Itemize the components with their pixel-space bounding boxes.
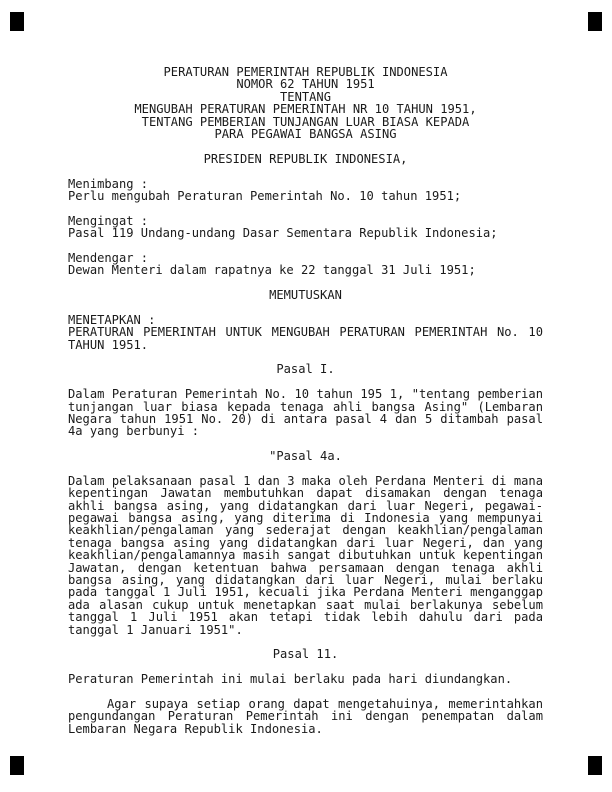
document-line: Perlu mengubah Peraturan Pemerintah No. 10 tahun 1951; bbox=[68, 188, 462, 203]
corner-mark-bottom-right bbox=[588, 756, 602, 775]
document-line: PERATURAN PEMERINTAH UNTUK MENGUBAH PERATURAN PEMERINTAH No. 10 bbox=[68, 325, 543, 340]
document-line: PARA PEGAWAI BANGSA ASING bbox=[214, 126, 397, 141]
document-line: Mengingat : bbox=[68, 213, 149, 228]
document-line: MEMUTUSKAN bbox=[269, 288, 342, 303]
document-line: Dalam Peraturan Pemerintah No. 10 tahun 195 1, "tentang pemberian bbox=[68, 387, 543, 402]
document-line: bangsa asing, yang didatangkan dari luar Negeri, mulai berlaku bbox=[68, 573, 543, 588]
document-line: Pasal I. bbox=[276, 362, 335, 377]
document-line: keakhlian/pengalamannya masih sangat dibutuhkan untuk kepentingan bbox=[68, 548, 543, 563]
document-line: PRESIDEN REPUBLIK INDONESIA, bbox=[203, 151, 408, 166]
document-line: pegawai bangsa asing, yang diterima di Indonesia yang mempunyai bbox=[68, 511, 543, 526]
blank-line bbox=[68, 239, 543, 251]
corner-mark-bottom-left bbox=[10, 756, 24, 775]
document-line: TAHUN 1951. bbox=[68, 337, 149, 352]
document-line: TENTANG PEMBERIAN TUNJANGAN LUAR BIASA KEPADA bbox=[141, 114, 470, 129]
document-line: 4a yang berbunyi : bbox=[68, 424, 200, 439]
document-content bbox=[68, 66, 543, 735]
document-line: Negara tahun 1951 No. 20) di antara pasal 4 dan 5 ditambah pasal bbox=[68, 411, 543, 426]
document-line: keakhlian/pengalaman yang sederajat dengan keakhlian/pengalaman bbox=[68, 523, 543, 538]
document-line: Jawatan, dengan ketentuan bahwa persamaan dengan tenaga akhli bbox=[68, 560, 543, 575]
blank-line bbox=[68, 202, 543, 214]
document-line: PERATURAN PEMERINTAH REPUBLIK INDONESIA bbox=[163, 65, 448, 79]
document-line: tunjangan luar biasa kepada tenaga ahli bangsa Asing" (Lembaran bbox=[68, 399, 543, 414]
document-line: pada tanggal 1 Juli 1951, kecuali jika Perdana Menteri menganggap bbox=[68, 585, 543, 600]
document-line: Dalam pelaksanaan pasal 1 dan 3 maka oleh Perdana Menteri di mana bbox=[68, 473, 543, 488]
document-line: TENTANG bbox=[280, 89, 331, 104]
document-line: Peraturan Pemerintah ini mulai berlaku pada hari diundangkan. bbox=[68, 672, 513, 687]
document-line: akhli bangsa asing, yang didatangkan dari luar Negeri, pegawai- bbox=[68, 498, 543, 513]
document-line: ada alasan cukup untuk menetapkan saat mulai berlakunya sebelum bbox=[68, 597, 543, 612]
document-line: MENETAPKAN : bbox=[68, 312, 156, 327]
document-line: tanggal 1 Januari 1951". bbox=[68, 622, 243, 637]
document-line: Pasal 11. bbox=[272, 647, 339, 662]
document-line: Lembaran Negara Republik Indonesia. bbox=[68, 721, 323, 736]
document-line: Pasal 119 Undang-undang Dasar Sementara Republik Indonesia; bbox=[68, 226, 498, 241]
document-line: Agar supaya setiap orang dapat mengetahuinya, memerintahkan bbox=[107, 696, 543, 711]
document-line: Mendengar : bbox=[68, 250, 149, 265]
document-line: pengundangan Peraturan Pemerintah ini dengan penempatan dalam bbox=[68, 709, 543, 724]
document-line: tenaga bangsa asing yang didatangkan dari luar Negeri, dan yang bbox=[68, 535, 543, 550]
document-line: tanggal 1 Juli 1951 akan tetapi tidak lebih dahulu dari pada bbox=[68, 610, 543, 625]
document-line: kepentingan Jawatan membutuhkan dapat disamakan dengan tenaga bbox=[68, 486, 543, 501]
document-line: NOMOR 62 TAHUN 1951 bbox=[236, 77, 375, 92]
document-line: MENGUBAH PERATURAN PEMERINTAH NR 10 TAHUN 1951, bbox=[134, 102, 477, 117]
document-line: "Pasal 4a. bbox=[269, 449, 342, 464]
blank-line bbox=[68, 165, 543, 177]
document-line: Menimbang : bbox=[68, 176, 149, 191]
blank-line bbox=[68, 301, 543, 313]
document-line: Dewan Menteri dalam rapatnya ke 22 tanggal 31 Juli 1951; bbox=[68, 263, 476, 278]
corner-mark-top-right bbox=[588, 12, 602, 31]
blank-line bbox=[68, 140, 543, 152]
corner-mark-top-left bbox=[10, 12, 24, 31]
